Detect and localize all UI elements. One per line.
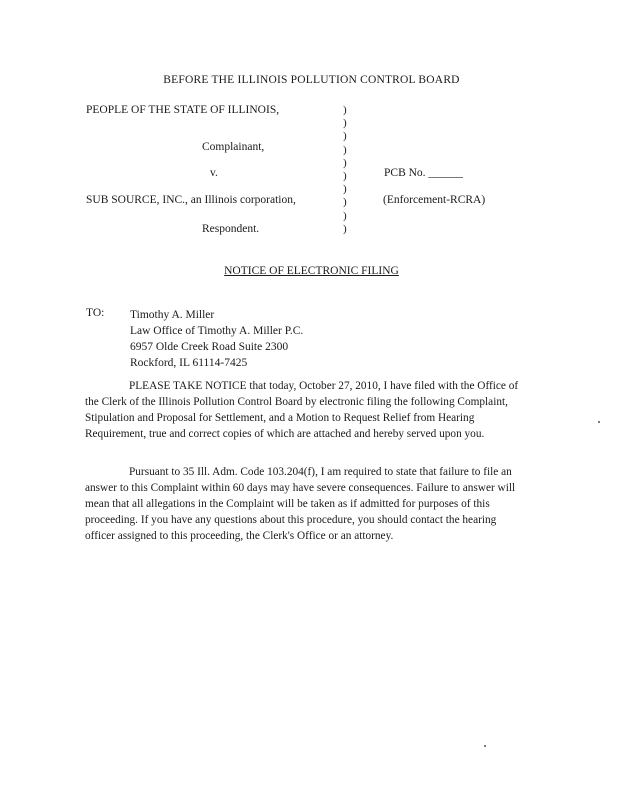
- enforcement-label: (Enforcement-RCRA): [383, 194, 486, 206]
- caption-paren: ): [343, 222, 347, 235]
- scan-speck: [598, 421, 600, 423]
- scan-speck: [484, 745, 486, 747]
- caption-paren: ): [343, 170, 347, 183]
- addressee-block: [130, 307, 303, 371]
- pcb-number-blank: ______: [428, 167, 463, 179]
- caption-paren: ): [343, 143, 347, 156]
- answer-warning-paragraph: Pursuant to 35 Ill. Adm. Code 103.204(f), I am required to state that failure to file an answer to this Complaint within 60 days may have severe consequences. Failure to answer will mean that all allegations in the Complaint will be taken as if admitted for purposes of this proceeding. If you have any questions about this procedure, you should contact the hearing officer assigned to this proceeding, the Clerk's Office or an attorney.: [85, 466, 516, 542]
- caption-paren: ): [343, 209, 347, 222]
- notice-paragraph: PLEASE TAKE NOTICE that today, October 27, 2010, I have filed with the Office of the Clerk of the Illinois Pollution Control Board by electronic filing the following Complaint, Stipulation and Proposal for Settlement, and a Motion to Request Relief from Hearing Requirement, true and correct copies of which are attached and hereby served upon you.: [85, 380, 519, 440]
- caption-paren: ): [343, 156, 347, 169]
- caption-paren: ): [343, 104, 347, 116]
- versus-label: v.: [210, 167, 218, 179]
- complainant-label: Complainant,: [202, 141, 265, 153]
- addressee-line: 6957 Olde Creek Road Suite 2300: [130, 341, 289, 353]
- pcb-number-label: PCB No.: [384, 167, 426, 179]
- board-heading: BEFORE THE ILLINOIS POLLUTION CONTROL BOARD: [163, 74, 460, 86]
- caption-paren: ): [343, 117, 347, 130]
- pcb-number: [384, 167, 463, 179]
- caption-paren: ): [343, 183, 347, 196]
- to-label: TO:: [86, 307, 105, 319]
- addressee-line: Rockford, IL 61114-7425: [130, 357, 248, 369]
- respondent-label: Respondent.: [202, 223, 260, 235]
- addressee-line: Timothy A. Miller: [130, 309, 215, 321]
- plaintiff-name: PEOPLE OF THE STATE OF ILLINOIS,: [86, 104, 280, 116]
- defendant-name: SUB SOURCE, INC., an Illinois corporation,: [86, 194, 296, 206]
- caption-paren: ): [343, 130, 347, 143]
- caption-parentheses: [343, 104, 347, 236]
- caption-paren: ): [343, 196, 347, 209]
- addressee-line: Law Office of Timothy A. Miller P.C.: [130, 325, 304, 337]
- notice-title: NOTICE OF ELECTRONIC FILING: [224, 265, 399, 277]
